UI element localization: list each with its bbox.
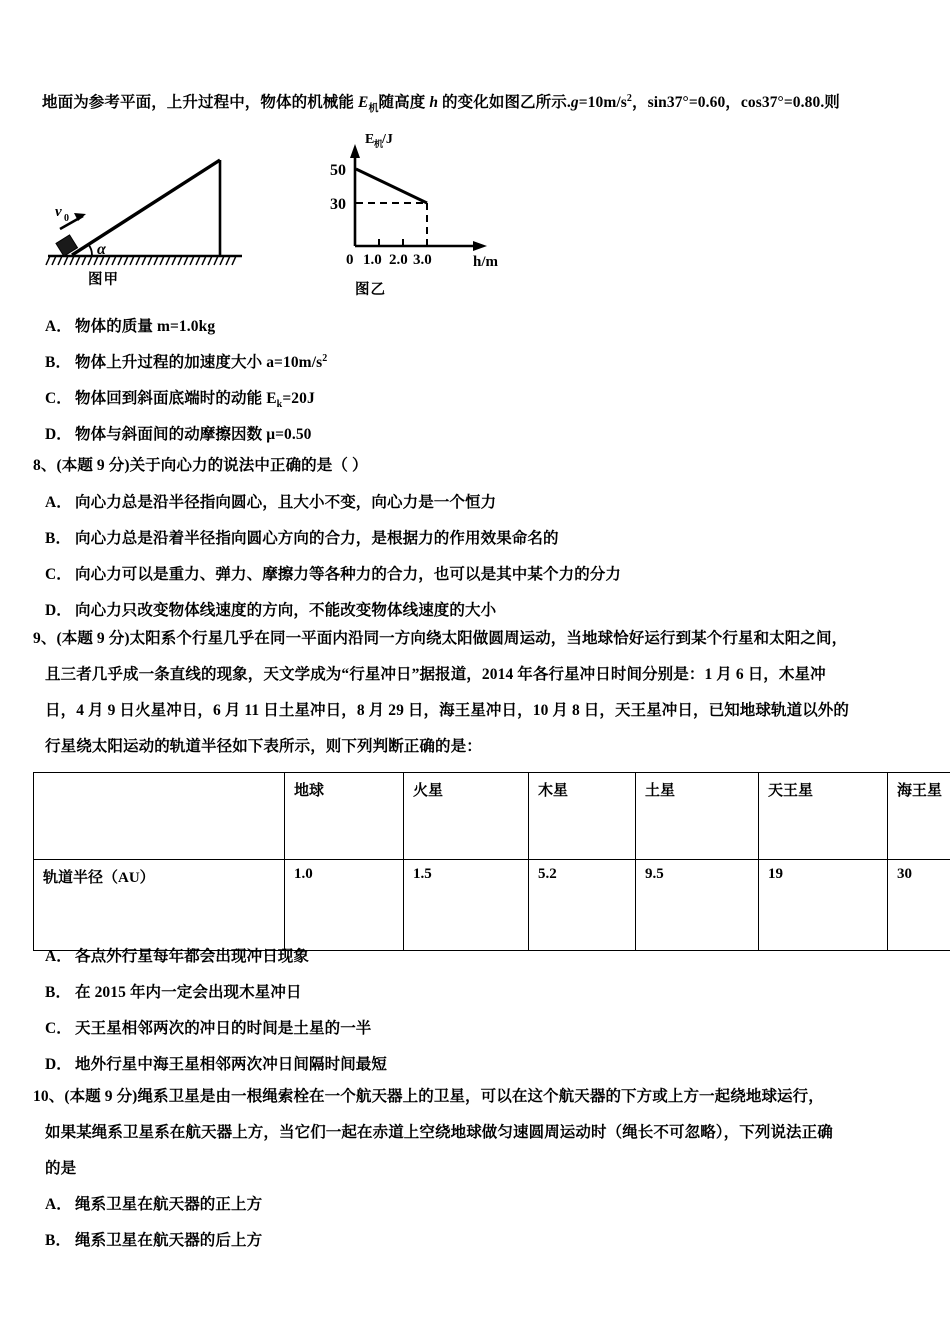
- q7-option-d-symbol: μ: [266, 426, 276, 443]
- q10-option-b[interactable]: [45, 1230, 262, 1252]
- q10-option-a[interactable]: [45, 1194, 262, 1216]
- q8-option-b-text: 向心力总是沿着半径指向圆心方向的合力，是根据力的作用效果命名的: [75, 530, 559, 547]
- q7-option-d-value: =0.50: [275, 426, 312, 443]
- stem-mid: 随高度: [378, 94, 430, 112]
- table-header-row: [34, 773, 950, 860]
- q9-option-b[interactable]: [45, 982, 302, 1004]
- question9-stem-line3: 日，4 月 9 日火星冲日，6 月 11 日土星冲日，8 月 29 日，海王星冲日，10 月 8 日，天王星冲日，已知地球轨道以外的: [45, 702, 849, 719]
- question10-stem-line2: 如果某绳系卫星系在航天器上方，当它们一起在赤道上空绕地球做匀速圆周运动时（绳长不可忽略），下列说法正确: [45, 1124, 833, 1141]
- figures-row: [42, 128, 562, 308]
- q8-option-a-label: A．: [45, 494, 72, 511]
- graph-y-tick-50: 50: [330, 162, 346, 179]
- question9-stem-line2: 且三者几乎成一条直线的现象，天文学成为“行星冲日”据报道，2014 年各行星冲日时间分别是：1 月 6 日，木星冲: [45, 666, 826, 683]
- question9-stem-line4: 行星绕太阳运动的轨道半径如下表所示，则下列判断正确的是：: [45, 738, 482, 755]
- stem-g-italic: g: [570, 94, 579, 112]
- q7-option-a-text: 物体的质量: [75, 318, 157, 335]
- q7-option-b-text: 物体上升过程的加速度大小: [75, 354, 267, 372]
- angle-label: α: [97, 241, 106, 258]
- q8-option-b[interactable]: [45, 528, 559, 550]
- q9-option-d[interactable]: [45, 1054, 387, 1076]
- question9-line1: 太阳系个行星几乎在同一平面内沿同一方向绕太阳做圆周运动，当地球恰好运行到某个行星和太阳之间，: [129, 630, 848, 647]
- q10-option-b-text: 绳系卫星在航天器的后上方: [75, 1232, 263, 1249]
- q7-option-a-value: =1.0kg: [170, 318, 216, 335]
- q9-option-b-label: B．: [45, 984, 72, 1001]
- x-axis-arrowhead: [473, 241, 487, 251]
- q7-option-a-label: A．: [45, 318, 72, 335]
- q9-option-d-text: 地外行星中海王星相邻两次冲日间隔时间最短: [75, 1056, 388, 1073]
- question9-score: (本题 9 分): [56, 630, 130, 647]
- q9-option-a-label: A．: [45, 948, 72, 965]
- q8-option-d[interactable]: [45, 600, 496, 622]
- angle-arc: [88, 244, 92, 255]
- q7-option-b-symbol: a: [266, 354, 275, 372]
- question8-stem: [33, 455, 368, 477]
- stem-prefix: 地面为参考平面，上升过程中，物体的机械能: [42, 94, 358, 112]
- q7-option-b-label: B．: [45, 354, 72, 372]
- q7-option-d-text: 物体与斜面间的动摩擦因数: [75, 426, 267, 443]
- q9-option-b-text: 在 2015 年内一定会出现木星冲日: [75, 984, 302, 1001]
- table-value-earth: 1.0: [285, 860, 404, 951]
- orbital-radius-table: [33, 772, 950, 951]
- question9-number: 9、: [33, 630, 57, 647]
- table-header-neptune: 海王星: [888, 773, 950, 860]
- question10-line1: 绳系卫星是由一根绳索栓在一个航天器上的卫星，可以在这个航天器的下方或上方一起绕地球运行，: [137, 1088, 824, 1105]
- stem-g-value: =10m/s: [578, 94, 627, 112]
- question7-stem: [42, 92, 920, 117]
- question8-score: (本题 9 分): [56, 457, 130, 474]
- table-value-jupiter: 5.2: [529, 860, 636, 951]
- q8-option-a[interactable]: [45, 492, 496, 514]
- q10-option-b-label: B．: [45, 1232, 72, 1249]
- q8-option-c[interactable]: [45, 564, 621, 586]
- table-header-saturn: 土星: [636, 773, 759, 860]
- stem-after-h: 的变化如图乙所示.: [438, 94, 571, 112]
- incline-diagram: [42, 128, 307, 303]
- question10-stem-line1: [33, 1086, 824, 1108]
- table-header-earth: 地球: [285, 773, 404, 860]
- question10-score: (本题 9 分): [64, 1088, 138, 1105]
- q7-option-c-subscript: k: [276, 399, 283, 411]
- ground-hatching: [46, 256, 236, 265]
- energy-height-graph: [327, 128, 542, 303]
- q7-option-b[interactable]: [45, 352, 327, 374]
- q7-option-c-text: 物体回到斜面底端时的动能: [75, 390, 267, 407]
- q7-option-c-symbol: E: [266, 390, 277, 407]
- question10-number: 10、: [33, 1088, 65, 1105]
- table-corner-cell: [34, 773, 285, 860]
- q9-option-c-label: C．: [45, 1020, 72, 1037]
- q7-option-d-label: D．: [45, 426, 72, 443]
- graph-y-axis-sublabel: 机: [374, 139, 384, 149]
- table-value-uranus: 19: [759, 860, 888, 951]
- question8-text: 关于向心力的说法中正确的是（ ）: [129, 457, 368, 474]
- graph-data-line: [356, 169, 427, 203]
- figure-yi-caption: 图乙: [355, 282, 386, 298]
- q10-option-a-text: 绳系卫星在航天器的正上方: [75, 1196, 263, 1213]
- figure-jia-caption: 图甲: [88, 272, 119, 288]
- q7-option-a[interactable]: [45, 316, 215, 338]
- q9-option-c[interactable]: [45, 1018, 371, 1040]
- table-header-uranus: 天王星: [759, 773, 888, 860]
- stem-symbol-h: h: [429, 94, 439, 112]
- table-row-label: 轨道半径（AU）: [34, 860, 285, 951]
- q7-option-a-symbol: m: [156, 318, 170, 335]
- y-axis-arrowhead: [350, 144, 360, 158]
- table-value-mars: 1.5: [404, 860, 529, 951]
- q9-option-d-label: D．: [45, 1056, 72, 1073]
- q7-option-c[interactable]: [45, 388, 315, 412]
- q9-option-a[interactable]: [45, 946, 309, 968]
- table-value-saturn: 9.5: [636, 860, 759, 951]
- graph-y-axis-unit: /J: [382, 132, 393, 147]
- q7-option-c-value: =20J: [282, 390, 315, 407]
- question8-number: 8、: [33, 457, 57, 474]
- q10-option-a-label: A．: [45, 1196, 72, 1213]
- velocity-label: v: [55, 204, 62, 220]
- graph-x-tick-3: 3.0: [413, 252, 432, 268]
- q7-option-b-value: =10m/s: [274, 354, 323, 372]
- graph-y-tick-30: 30: [330, 196, 346, 213]
- q8-option-c-text: 向心力可以是重力、弹力、摩擦力等各种力的合力，也可以是其中某个力的分力: [75, 566, 622, 583]
- stem-constants: ，sin37°=0.60，cos37°=0.80.则: [631, 94, 840, 112]
- graph-x-tick-2: 2.0: [389, 252, 408, 268]
- velocity-sublabel: 0: [64, 213, 69, 224]
- q7-option-b-exponent: 2: [322, 353, 328, 364]
- table-header-jupiter: 木星: [529, 773, 636, 860]
- q8-option-c-label: C．: [45, 566, 72, 583]
- graph-y-axis-label: E: [365, 132, 375, 147]
- q8-option-a-text: 向心力总是沿半径指向圆心，且大小不变，向心力是一个恒力: [75, 494, 497, 511]
- graph-x-tick-1: 1.0: [363, 252, 382, 268]
- table-header-mars: 火星: [404, 773, 529, 860]
- stem-symbol-E-sub: 机: [368, 103, 379, 115]
- question10-stem-line3: 的是: [45, 1160, 77, 1177]
- q8-option-d-label: D．: [45, 602, 72, 619]
- table-row: [34, 860, 950, 951]
- incline-surface: [72, 160, 220, 255]
- graph-x-tick-0: 0: [346, 252, 354, 268]
- q7-option-d[interactable]: [45, 424, 312, 446]
- question9-stem-line1: [33, 628, 847, 650]
- q7-option-c-label: C．: [45, 390, 72, 407]
- q9-option-c-text: 天王星相邻两次的冲日的时间是土星的一半: [75, 1020, 372, 1037]
- table-value-neptune: 30: [888, 860, 950, 951]
- stem-g-exp: 2: [626, 93, 632, 104]
- q8-option-b-label: B．: [45, 530, 72, 547]
- q8-option-d-text: 向心力只改变物体线速度的方向，不能改变物体线速度的大小: [75, 602, 497, 619]
- q9-option-a-text: 各点外行星每年都会出现冲日现象: [75, 948, 310, 965]
- graph-x-axis-label: h/m: [473, 254, 499, 270]
- stem-symbol-E: E: [357, 94, 369, 112]
